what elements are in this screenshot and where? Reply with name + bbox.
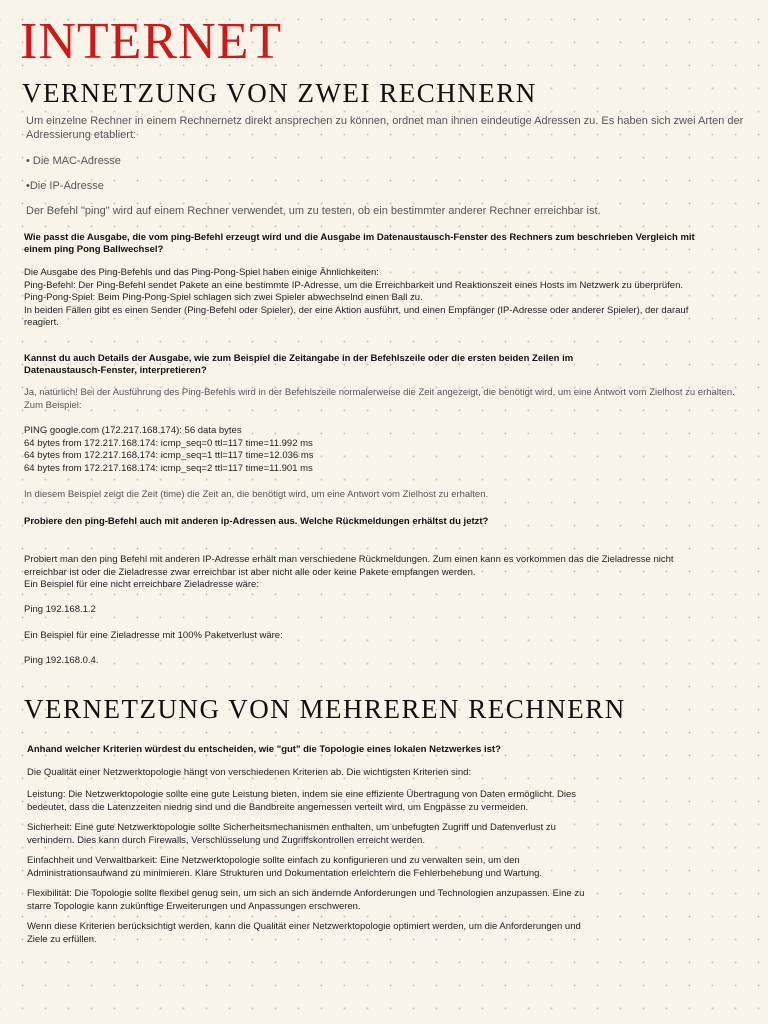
criterion-simplicity [27,855,542,880]
answer-2-outro: In diesem Beispiel zeigt die Zeit (time) die Zeit an, die benötigt wird, um eine Antwort vom Zielhost zu erhalten. [24,489,489,500]
question-2: Kannst du auch Details der Ausgabe, wie zum Beispiel die Zeitangabe in der Befehlszeile oder die ersten beiden Zeilen im Datenaustausch-Fenster, interpretieren? [24,353,574,376]
example-packetloss: Ping 192.168.0.4. [24,655,99,666]
answer-1 [24,267,724,330]
ping-output-line: PING google.com (172.217.168.174): 56 data bytes [24,425,242,436]
criterion-performance [27,789,576,814]
criterion-line: Leistung: Die Netzwerktopologie sollte eine gute Leistung bieten, indem sie eine effiziente Übertragung von Daten ermöglicht. Dies [27,789,577,800]
answer-3 [24,554,674,592]
example-packetloss-label: Ein Beispiel für eine Zieladresse mit 100% Paketverlust wäre: [24,630,283,641]
answer-3-line: Ein Beispiel für eine nicht erreichbare Zieladresse wäre: [24,579,259,590]
criterion-line: Sicherheit: Eine gute Netzwerktopologie sollte Sicherheitsmechanismen enthalten, um unbefugten Zugriff und Datenverlust zu [27,822,556,833]
intro-paragraph: Um einzelne Rechner in einem Rechnernetz direkt ansprechen zu können, ordnet man ihnen eindeutige Adressen zu. Es haben sich zwei Arten der Adressierung etabliert: [26,115,744,141]
answer-3-line: Probiert man den ping Befehl mit anderen IP-Adresse erhält man verschiedene Rückmeldungen. Zum einen kann es vorkommen das die Zieladresse nicht [24,554,674,565]
question-1: Wie passt die Ausgabe, die vom ping-Befehl erzeugt wird und die Ausgabe im Datenaustausch-Fenster des Rechners zum beschrieben Vergleich mit einem ping Pong Ballwechsel? [24,232,695,255]
criterion-line: Flexibilität: Die Topologie sollte flexibel genug sein, um sich an sich ändernde Anforderungen und Technologien anzupassen. Eine zu [27,888,585,899]
criterion-line: Administrationsaufwand zu minimieren. Klare Strukturen und Dokumentation erleichtern die Fehlerbehebung und Wartung. [27,867,543,879]
criterion-flexibility [27,888,584,913]
section2-intro: Die Qualität einer Netzwerktopologie hängt von verschiedenen Kriterien ab. Die wichtigsten Kriterien sind: [27,767,472,778]
criterion-line: bedeutet, dass die Latenzzeiten niedrig sind und die Bandbreite angemessen verteilt wird, um Engpässe zu vermeiden. [27,801,529,813]
conclusion-line: Ziele zu erfüllen. [27,933,97,945]
ping-output-line: 64 bytes from 172.217.168.174: icmp_seq=1 ttl=117 time=12.036 ms [24,450,314,461]
conclusion [27,921,581,946]
ping-output [24,425,314,475]
bullet-ip: •Die IP-Adresse [26,180,104,192]
answer-3-line: erreichbar ist oder die Zieladresse zwar erreichbar ist aber nicht alle oder keine Pakete empfangen werden. [24,566,476,578]
criterion-line: starre Topologie kann zukünftige Erweiterungen und Anpassungen erschweren. [27,900,361,912]
answer-1-line: Ping-Befehl: Der Ping-Befehl sendet Pakete an eine bestimmte IP-Adresse, um die Erreichbarkeit und Reaktionszeit eines Hosts im Netzwerk zu überprüfen. [24,279,683,291]
page-title: INTERNET [20,13,283,70]
answer-2-intro: Ja, natürlich! Bei der Ausführung des Ping-Befehls wird in der Befehlszeile normalerweise die Zeit angezeigt, die benötigt wird, um eine Antwort vom Zielhost zu erhalten. Zum Beispiel: [24,387,735,411]
section1-heading: VERNETZUNG VON ZWEI RECHNERN [22,78,537,108]
section2-heading: VERNETZUNG VON MEHREREN RECHNERN [24,694,626,724]
answer-1-line: Ping-Pong-Spiel: Beim Ping-Pong-Spiel schlagen sich zwei Spieler abwechselnd einen Ball zu. [24,292,423,303]
section2-question: Anhand welcher Kriterien würdest du entscheiden, wie "gut" die Topologie eines lokalen Netzwerkes ist? [27,744,501,755]
ping-intro: Der Befehl "ping" wird auf einem Rechner verwendet, um zu testen, ob ein bestimmter anderer Rechner erreichbar ist. [26,205,601,217]
ping-output-line: 64 bytes from 172.217.168.174: icmp_seq=2 ttl=117 time=11.901 ms [24,462,313,474]
answer-1-line: In beiden Fällen gibt es einen Sender (Ping-Befehl oder Spieler), der eine Aktion ausführt, und einen Empfänger (IP-Adresse oder anderer Spieler), der darauf reagiert. [24,304,689,328]
criterion-security [27,822,556,847]
example-unreachable: Ping 192.168.1.2 [24,604,96,615]
conclusion-line: Wenn diese Kriterien berücksichtigt werden, kann die Qualität einer Netzwerktopologie optimiert werden, um die Anforderungen und [27,921,581,932]
criterion-line: verhindern. Dies kann durch Firewalls, Verschlüsselung und Zugriffskontrollen erreicht werden. [27,834,425,846]
bullet-mac: • Die MAC-Adresse [26,155,121,167]
ping-output-line: 64 bytes from 172.217.168.174: icmp_seq=0 ttl=117 time=11.992 ms [24,437,313,449]
answer-1-line: Die Ausgabe des Ping-Befehls und das Ping-Pong-Spiel haben einige Ähnlichkeiten: [24,267,379,278]
question-3: Probiere den ping-Befehl auch mit anderen ip-Adressen aus. Welche Rückmeldungen erhältst du jetzt? [24,516,489,527]
criterion-line: Einfachheit und Verwaltbarkeit: Eine Netzwerktopologie sollte einfach zu konfigurieren und zu verwalten sein, um den [27,855,520,866]
